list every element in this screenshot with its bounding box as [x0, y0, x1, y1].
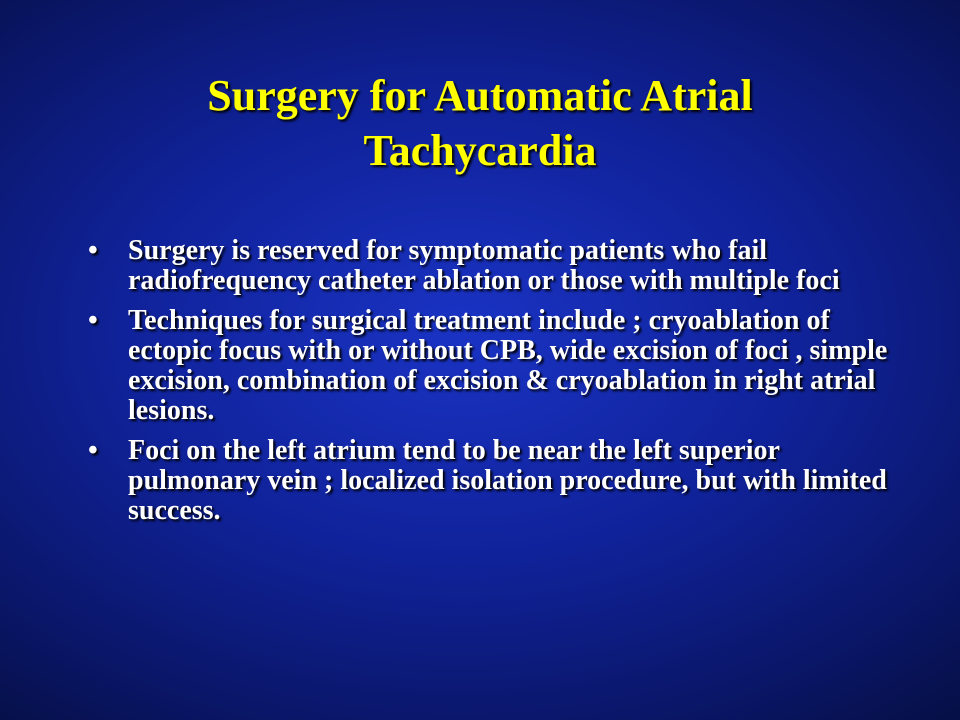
slide-title-line-2: Tachycardia: [363, 126, 597, 175]
bullet-item: [88, 306, 888, 426]
bullet-item: [88, 436, 888, 526]
bullet-text: Surgery is reserved for symptomatic patients who fail radiofrequency catheter ablation or those with multiple foci: [128, 235, 840, 296]
bullet-icon: •: [88, 235, 98, 266]
slide-title-line-1: Surgery for Automatic Atrial: [207, 71, 753, 120]
bullet-icon: •: [88, 435, 98, 466]
slide-title: [0, 68, 960, 178]
bullet-text: Foci on the left atrium tend to be near the left superior pulmonary vein ; localized isolation procedure, but with limited success.: [128, 435, 887, 526]
bullet-text: Techniques for surgical treatment include ; cryoablation of ectopic focus with or without CPB, wide excision of foci , simple excision, combination of excision & cryoablation in right atrial lesions.: [128, 305, 888, 426]
bullet-item: [88, 236, 888, 296]
bullet-icon: •: [88, 305, 98, 336]
bullet-list: [88, 236, 888, 536]
